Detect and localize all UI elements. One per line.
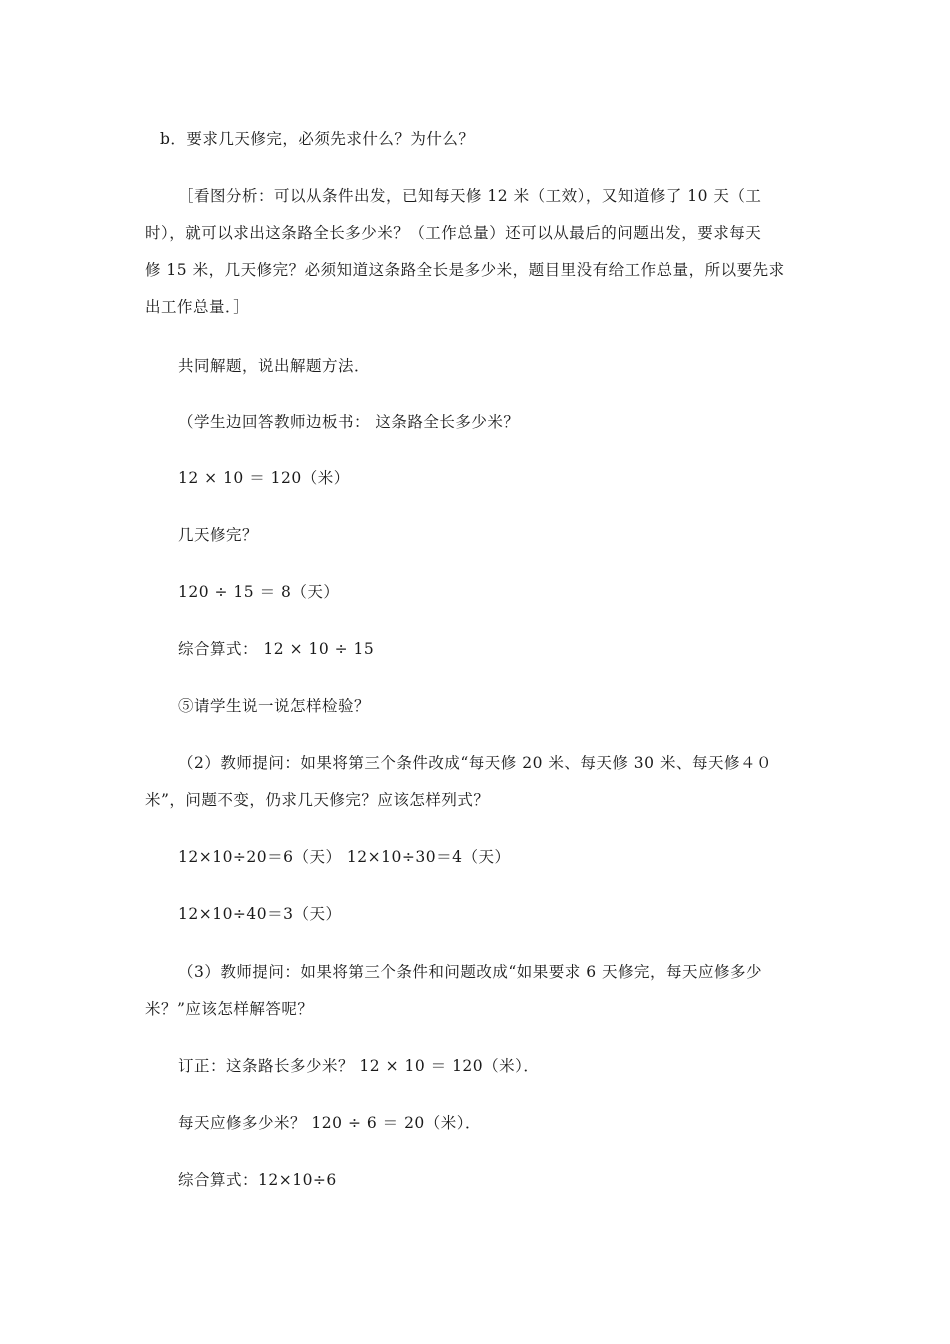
question-days: 几天修完？	[178, 526, 259, 544]
per-day-length: 每天应修多少米？ 120 ÷ 6 ＝ 20（米）．	[178, 1114, 482, 1132]
equations-20-30: 12×10÷20＝6（天） 12×10÷30＝4（天）	[178, 848, 511, 866]
teacher-question-2-line-2: 米”，问题不变，仍求几天修完？应该怎样列式？	[145, 791, 490, 809]
analysis-line-3: 修 15 米，几天修完？必须知道这条路全长是多少米，题目里没有给工作总量，所以要先求	[145, 261, 785, 279]
combined-formula-1: 综合算式： 12 × 10 ÷ 15	[178, 640, 375, 658]
equation-days: 120 ÷ 15 ＝ 8（天）	[178, 583, 340, 601]
solve-together: 共同解题，说出解题方法．	[178, 357, 371, 375]
teacher-question-3-line-1: （3）教师提问：如果将第三个条件和问题改成“如果要求 6 天修完，每天应修多少	[178, 963, 763, 981]
equation-40: 12×10÷40＝3（天）	[178, 905, 342, 923]
teacher-question-3-line-2: 米？”应该怎样解答呢？	[145, 1000, 314, 1018]
combined-formula-2: 综合算式：12×10÷6	[178, 1171, 337, 1189]
teacher-question-2-line-1: （2）教师提问：如果将第三个条件改成“每天修 20 米、每天修 30 米、每天修４０	[178, 754, 772, 772]
analysis-line-2: 时），就可以求出这条路全长多少米？（工作总量）还可以从最后的问题出发，要求每天	[145, 224, 762, 242]
equation-total-length: 12 × 10 ＝ 120（米）	[178, 469, 350, 487]
correction-length: 订正：这条路长多少米？ 12 × 10 ＝ 120（米）．	[178, 1057, 540, 1075]
analysis-line-4: 出工作总量．］	[145, 298, 250, 316]
question-b: b．要求几天修完，必须先求什么？为什么？	[160, 130, 475, 148]
analysis-line-1: ［看图分析：可以从条件出发，已知每天修 12 米（工效），又知道修了 10 天（工	[178, 187, 762, 205]
verify-step: ⑤请学生说一说怎样检验？	[178, 697, 371, 715]
board-intro: （学生边回答教师边板书： 这条路全长多少米？	[178, 413, 520, 431]
